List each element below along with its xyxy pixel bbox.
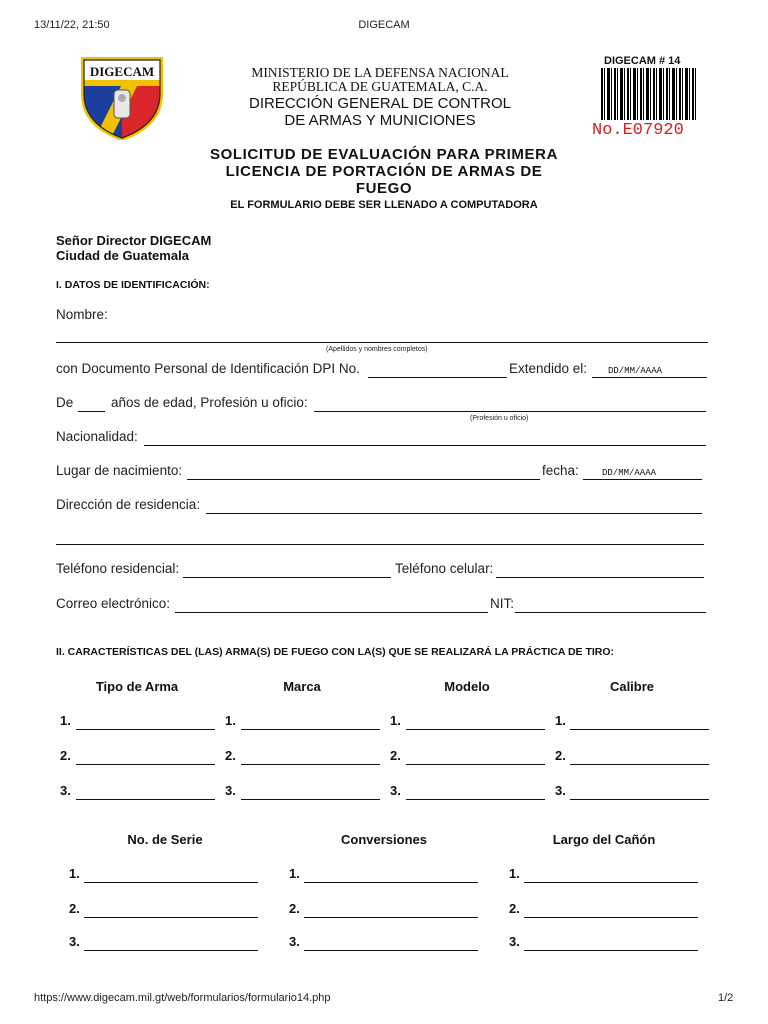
modelo-underline-3: [406, 799, 545, 800]
conversiones-field-2[interactable]: [304, 901, 478, 917]
conversiones-underline-1: [304, 882, 478, 883]
edad-underline: [78, 411, 105, 412]
nombre-underline: [56, 342, 708, 343]
no-de-serie-underline-1: [84, 882, 258, 883]
nit-underline: [515, 612, 706, 613]
barcode: [601, 68, 697, 120]
correo-underline: [175, 612, 488, 613]
no-de-serie-underline-3: [84, 950, 258, 951]
de-label: De: [56, 395, 74, 410]
nombre-label: Nombre:: [56, 307, 108, 322]
row-number: 2.: [555, 748, 566, 763]
barcode-bars: [601, 68, 697, 120]
column-header-calibre: Calibre: [609, 679, 655, 694]
row-number: 1.: [60, 713, 71, 728]
largo-del-canon-field-2[interactable]: [524, 901, 698, 917]
republic-name: REPÚBLICA DE GUATEMALA, C.A.: [272, 79, 488, 94]
telefono-celular-underline: [496, 577, 704, 578]
direccion-underline2: [56, 544, 704, 545]
telefono-celular-label: Teléfono celular:: [395, 561, 494, 576]
calibre-underline-2: [570, 764, 709, 765]
column-header-marca: Marca: [283, 679, 321, 694]
largo-del-canon-underline-1: [524, 882, 698, 883]
conversiones-underline-3: [304, 950, 478, 951]
extendido-label: Extendido el:: [509, 361, 588, 376]
marca-field-3[interactable]: [241, 783, 380, 799]
tipo-de-arma-field-2[interactable]: [76, 748, 215, 764]
column-header-no-de-serie: No. de Serie: [127, 832, 203, 847]
calibre-field-3[interactable]: [570, 783, 709, 799]
marca-field-2[interactable]: [241, 748, 380, 764]
digecam-logo: [78, 54, 166, 140]
edad-field[interactable]: [78, 396, 105, 412]
direccion-label: Dirección de residencia:: [56, 497, 201, 512]
nacionalidad-field[interactable]: [144, 430, 706, 446]
modelo-field-3[interactable]: [406, 783, 545, 799]
form-title-line3: FUEGO: [355, 180, 413, 197]
column-header-tipo-de-arma: Tipo de Arma: [95, 679, 179, 694]
profesion-field[interactable]: [314, 396, 706, 412]
correo-field[interactable]: [175, 597, 488, 613]
calibre-field-2[interactable]: [570, 748, 709, 764]
fecha-nacimiento-placeholder: DD/MM/AAAA: [602, 468, 657, 478]
form-serial-number: No.E07920: [592, 121, 684, 140]
nit-field[interactable]: [515, 597, 706, 613]
row-number: 3.: [60, 783, 71, 798]
direccion-underline1: [206, 513, 702, 514]
largo-del-canon-underline-2: [524, 917, 698, 918]
marca-underline-3: [241, 799, 380, 800]
print-page-number: 1/2: [718, 992, 734, 1004]
row-number: 1.: [555, 713, 566, 728]
largo-del-canon-field-3[interactable]: [524, 934, 698, 950]
fecha-label: fecha:: [542, 463, 579, 478]
addressee-line1: Señor Director DIGECAM: [56, 233, 212, 248]
marca-field-1[interactable]: [241, 713, 380, 729]
modelo-underline-2: [406, 764, 545, 765]
print-url: https://www.digecam.mil.gt/web/formularios/formulario14.php: [34, 992, 331, 1004]
lugar-nacimiento-field[interactable]: [187, 464, 540, 480]
row-number: 2.: [289, 901, 300, 916]
lugar-nacimiento-label: Lugar de nacimiento:: [56, 463, 183, 478]
ministry-name: MINISTERIO DE LA DEFENSA NACIONAL: [251, 65, 509, 80]
row-number: 3.: [555, 783, 566, 798]
form-subtitle: EL FORMULARIO DEBE SER LLENADO A COMPUTADORA: [230, 199, 538, 211]
logo-text: DIGECAM: [89, 64, 155, 79]
modelo-underline-1: [406, 729, 545, 730]
telefono-residencial-label: Teléfono residencial:: [56, 561, 180, 576]
calibre-field-1[interactable]: [570, 713, 709, 729]
row-number: 3.: [390, 783, 401, 798]
no-de-serie-field-3[interactable]: [84, 934, 258, 950]
extendido-underline: [592, 377, 707, 378]
lugar-nacimiento-underline: [187, 479, 540, 480]
largo-del-canon-field-1[interactable]: [524, 866, 698, 882]
row-number: 3.: [225, 783, 236, 798]
profesion-underline: [314, 411, 706, 412]
modelo-field-2[interactable]: [406, 748, 545, 764]
section2-title: II. CARACTERÍSTICAS DEL (LAS) ARMA(S) DE FUEGO CON LA(S) QUE SE REALIZARÁ LA PRÁCTICA DE TIRO:: [56, 646, 615, 658]
row-number: 2.: [390, 748, 401, 763]
anos-profesion-label: años de edad, Profesión u oficio:: [111, 395, 308, 410]
correo-label: Correo electrónico:: [56, 596, 171, 611]
nombre-field[interactable]: [56, 326, 708, 342]
row-number: 1.: [225, 713, 236, 728]
tipo-de-arma-field-1[interactable]: [76, 713, 215, 729]
form-code-label: DIGECAM # 14: [604, 55, 681, 67]
print-datetime: 13/11/22, 21:50: [34, 19, 110, 31]
dpi-label: con Documento Personal de Identificación DPI No.: [56, 361, 360, 376]
row-number: 3.: [69, 934, 80, 949]
fecha-nacimiento-underline: [583, 479, 702, 480]
tipo-de-arma-underline-1: [76, 729, 215, 730]
no-de-serie-field-1[interactable]: [84, 866, 258, 882]
extendido-date-placeholder: DD/MM/AAAA: [608, 366, 663, 376]
column-header-largo-del-canon: Largo del Cañón: [552, 832, 656, 847]
conversiones-field-3[interactable]: [304, 934, 478, 950]
nacionalidad-label: Nacionalidad:: [56, 429, 138, 444]
direccion-field-line1[interactable]: [206, 498, 702, 514]
column-header-conversiones: Conversiones: [341, 832, 427, 847]
tipo-de-arma-underline-3: [76, 799, 215, 800]
no-de-serie-field-2[interactable]: [84, 901, 258, 917]
print-title: DIGECAM: [358, 19, 410, 31]
nombre-hint: (Apellidos y nombres completos): [326, 346, 428, 353]
direction-line1: DIRECCIÓN GENERAL DE CONTROL: [249, 95, 511, 112]
profesion-hint: (Profesión u oficio): [470, 415, 529, 422]
largo-del-canon-underline-3: [524, 950, 698, 951]
telefono-residencial-underline: [183, 577, 391, 578]
row-number: 2.: [60, 748, 71, 763]
section1-title: I. DATOS DE IDENTIFICACIÓN:: [56, 279, 210, 291]
tipo-de-arma-field-3[interactable]: [76, 783, 215, 799]
calibre-underline-3: [570, 799, 709, 800]
nacionalidad-underline: [144, 445, 706, 446]
nit-label: NIT:: [490, 596, 515, 611]
dpi-field[interactable]: [368, 362, 507, 378]
row-number: 1.: [69, 866, 80, 881]
form-title-line1: SOLICITUD DE EVALUACIÓN PARA PRIMERA: [210, 146, 558, 163]
modelo-field-1[interactable]: [406, 713, 545, 729]
tipo-de-arma-underline-2: [76, 764, 215, 765]
telefono-residencial-field[interactable]: [183, 562, 391, 578]
dpi-underline: [368, 377, 507, 378]
conversiones-underline-2: [304, 917, 478, 918]
form-title-line2: LICENCIA DE PORTACIÓN DE ARMAS DE: [225, 163, 543, 180]
row-number: 2.: [225, 748, 236, 763]
row-number: 1.: [289, 866, 300, 881]
marca-underline-2: [241, 764, 380, 765]
conversiones-field-1[interactable]: [304, 866, 478, 882]
direccion-field-line2[interactable]: [56, 528, 704, 544]
no-de-serie-underline-2: [84, 917, 258, 918]
row-number: 1.: [509, 866, 520, 881]
row-number: 3.: [289, 934, 300, 949]
telefono-celular-field[interactable]: [496, 562, 704, 578]
row-number: 3.: [509, 934, 520, 949]
row-number: 1.: [390, 713, 401, 728]
marca-underline-1: [241, 729, 380, 730]
calibre-underline-1: [570, 729, 709, 730]
row-number: 2.: [509, 901, 520, 916]
addressee-line2: Ciudad de Guatemala: [56, 248, 189, 263]
row-number: 2.: [69, 901, 80, 916]
column-header-modelo: Modelo: [444, 679, 490, 694]
direction-line2: DE ARMAS Y MUNICIONES: [284, 112, 476, 129]
